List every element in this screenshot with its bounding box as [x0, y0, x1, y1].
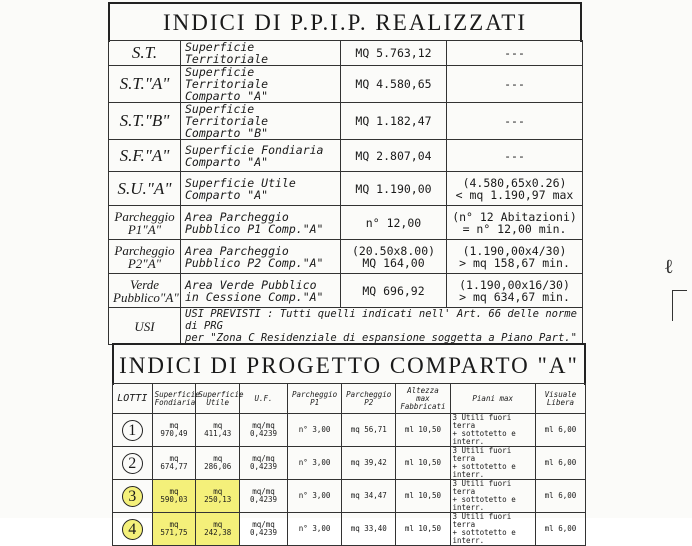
- lot-uf: mq/mq 0,4239: [240, 480, 288, 513]
- lot-p1: n° 3,00: [288, 447, 342, 480]
- margin-mark-right: ℓ: [664, 256, 674, 278]
- row-description: Superficie Utile Comparto "A": [181, 172, 341, 206]
- lot-p2: mq 56,71: [342, 414, 396, 447]
- table-row: [109, 66, 583, 103]
- column-header: Altezza max Fabbricati: [396, 384, 450, 414]
- lot-sf: mq 970,49: [152, 414, 196, 447]
- lot-sf: mq 590,03: [152, 480, 196, 513]
- lot-vis: ml 6,00: [535, 414, 585, 447]
- lot-h: ml 10,50: [396, 414, 450, 447]
- section-header-progetto: [112, 343, 586, 385]
- table-row: [113, 513, 586, 546]
- row-value: MQ 2.807,04: [341, 140, 447, 172]
- lot-h: ml 10,50: [396, 447, 450, 480]
- table-row: [109, 240, 583, 274]
- lot-vis: ml 6,00: [535, 513, 585, 546]
- row-note: ---: [447, 103, 583, 140]
- row-note: (1.190,00x16/30) > mq 634,67 min.: [447, 274, 583, 308]
- lot-uf: mq/mq 0,4239: [240, 414, 288, 447]
- row-code: S.T.: [109, 41, 181, 66]
- row-value: n° 12,00: [341, 206, 447, 240]
- row-description: Area Verde Pubblico in Cessione Comp."A": [181, 274, 341, 308]
- row-value: MQ 696,92: [341, 274, 447, 308]
- column-header: Superficie Fondiaria: [152, 384, 196, 414]
- lot-number: [113, 414, 153, 447]
- row-code: Verde Pubblico"A": [109, 274, 181, 308]
- row-note: ---: [447, 41, 583, 66]
- row-value: MQ 1.190,00: [341, 172, 447, 206]
- row-note: ---: [447, 66, 583, 103]
- lot-piani: 3 Utili fuori terra + sottotetto e interr.: [450, 447, 535, 480]
- section-title-progetto: INDICI DI PROGETTO COMPARTO "A": [119, 353, 579, 378]
- column-header: U.F.: [240, 384, 288, 414]
- lot-number-circle: 4: [122, 519, 143, 540]
- lot-su: mq 286,06: [196, 447, 240, 480]
- column-header: Superficie Utile: [196, 384, 240, 414]
- row-code: S.T."B": [109, 103, 181, 140]
- lot-piani: 3 Utili fuori terra + sottotetto e interr.: [450, 414, 535, 447]
- lot-number-circle: 1: [122, 420, 143, 441]
- row-description: Area Parcheggio Pubblico P1 Comp."A": [181, 206, 341, 240]
- usi-text: USI PREVISTI : Tutti quelli indicati nell' Art. 66 delle norme di PRG per "Zona C Residenziale di espansione soggetta a Piano Part.": [181, 308, 583, 345]
- row-description: Superficie Territoriale Comparto "A": [181, 66, 341, 103]
- lot-p2: mq 39,42: [342, 447, 396, 480]
- lot-p1: n° 3,00: [288, 414, 342, 447]
- row-note: (1.190,00x4/30) > mq 158,67 min.: [447, 240, 583, 274]
- indici-progetto-table: [112, 383, 586, 546]
- lot-vis: ml 6,00: [535, 480, 585, 513]
- lot-uf: mq/mq 0,4239: [240, 447, 288, 480]
- row-note: (4.580,65x0.26) < mq 1.190,97 max: [447, 172, 583, 206]
- lot-sf: mq 571,75: [152, 513, 196, 546]
- row-value: MQ 5.763,12: [341, 41, 447, 66]
- column-header: Parcheggio P2: [342, 384, 396, 414]
- lot-p1: n° 3,00: [288, 513, 342, 546]
- section-title-realizzati: INDICI DI P.P.I.P. REALIZZATI: [162, 10, 528, 35]
- lot-p2: mq 34,47: [342, 480, 396, 513]
- row-value: MQ 1.182,47: [341, 103, 447, 140]
- row-code: S.T."A": [109, 66, 181, 103]
- row-code: Parcheggio P1"A": [109, 206, 181, 240]
- lot-su: mq 411,43: [196, 414, 240, 447]
- lot-p1: n° 3,00: [288, 480, 342, 513]
- lot-number: [113, 480, 153, 513]
- lot-p2: mq 33,40: [342, 513, 396, 546]
- column-header: LOTTI: [113, 384, 153, 414]
- row-code: S.U."A": [109, 172, 181, 206]
- section-header-realizzati: [108, 2, 582, 42]
- row-value: (20.50x8.00) MQ 164,00: [341, 240, 447, 274]
- lot-su: mq 242,38: [196, 513, 240, 546]
- table-row: [109, 140, 583, 172]
- lot-piani: 3 Utili fuori terra + sottotetto e interr.: [450, 480, 535, 513]
- lot-number-circle: 2: [122, 453, 143, 474]
- table-row: [113, 447, 586, 480]
- table-row: [109, 274, 583, 308]
- lot-piani: 3 Utili fuori terra + sottotetto e interr.: [450, 513, 535, 546]
- row-note: (n° 12 Abitazioni) = n° 12,00 min.: [447, 206, 583, 240]
- table-row-usi: [109, 308, 583, 345]
- lot-h: ml 10,50: [396, 513, 450, 546]
- lot-uf: mq/mq 0,4239: [240, 513, 288, 546]
- indici-realizzati-table: [108, 40, 583, 345]
- row-code: Parcheggio P2"A": [109, 240, 181, 274]
- lot-h: ml 10,50: [396, 480, 450, 513]
- margin-bracket-right: [672, 290, 687, 321]
- lot-su: mq 250,13: [196, 480, 240, 513]
- column-header: Piani max: [450, 384, 535, 414]
- row-note: ---: [447, 140, 583, 172]
- lot-sf: mq 674,77: [152, 447, 196, 480]
- table-row: [109, 103, 583, 140]
- row-description: Area Parcheggio Pubblico P2 Comp."A": [181, 240, 341, 274]
- row-description: Superficie Territoriale Comparto "B": [181, 103, 341, 140]
- column-header: Parcheggio P1: [288, 384, 342, 414]
- table-row: [113, 480, 586, 513]
- table-row: [109, 41, 583, 66]
- lot-vis: ml 6,00: [535, 447, 585, 480]
- row-description: Superficie Fondiaria Comparto "A": [181, 140, 341, 172]
- row-value: MQ 4.580,65: [341, 66, 447, 103]
- table-row: [109, 172, 583, 206]
- lot-number-circle: 3: [122, 486, 143, 507]
- usi-code: USI: [109, 308, 181, 345]
- column-header: Visuale Libera: [535, 384, 585, 414]
- lot-number: [113, 447, 153, 480]
- table-row: [109, 206, 583, 240]
- row-code: S.F."A": [109, 140, 181, 172]
- table-row: [113, 414, 586, 447]
- lot-number: [113, 513, 153, 546]
- row-description: Superficie Territoriale: [181, 41, 341, 66]
